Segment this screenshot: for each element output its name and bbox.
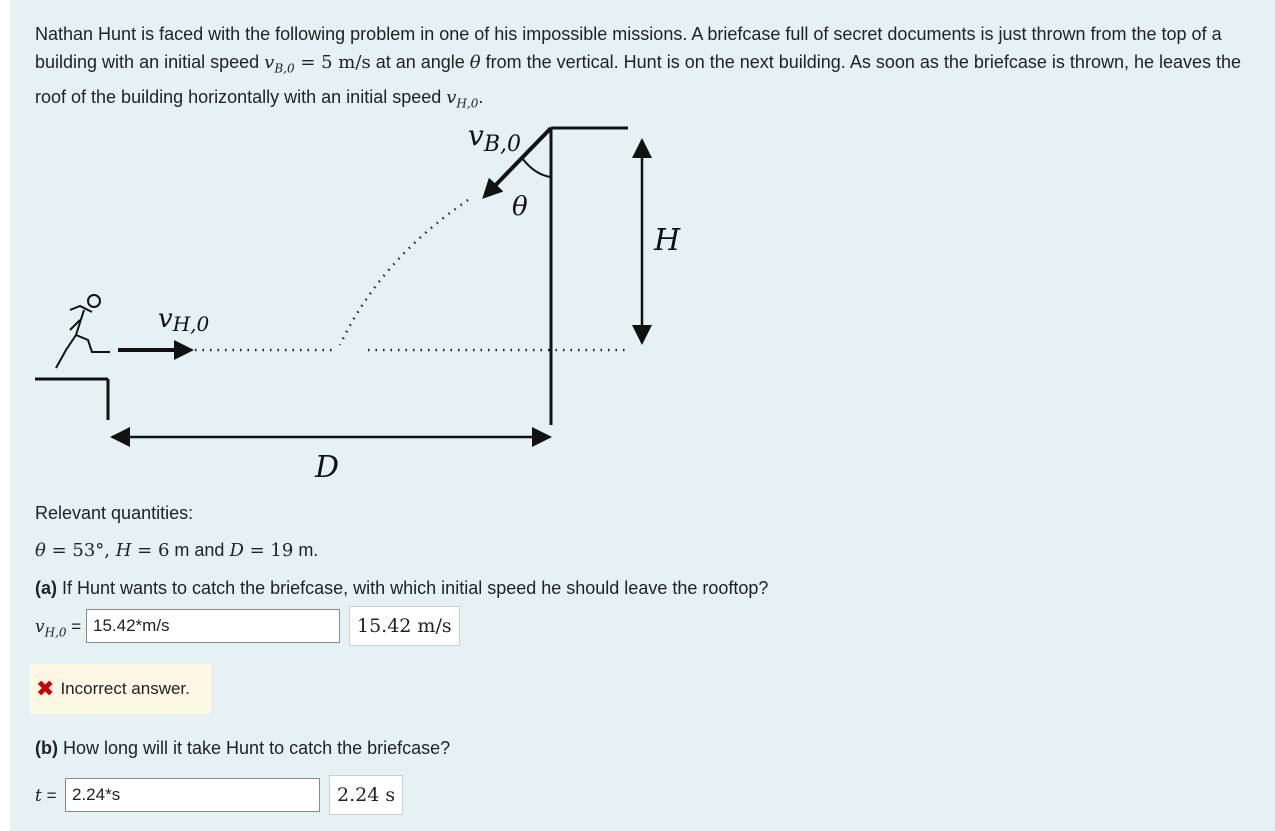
part-a-feedback: ✖ Incorrect answer. <box>30 664 211 714</box>
H-label: H <box>654 223 681 258</box>
part-b-answer-input[interactable]: 2.24*s <box>65 778 320 812</box>
vB0-symbol: $v_{B,0}$ <box>264 52 295 76</box>
vH0-label: vH,0 <box>158 304 210 336</box>
quantities-values: θ = 53°, H = 6 m and D = 19 m. <box>35 540 319 561</box>
problem-statement: Nathan Hunt is faced with the following problem in one of his impossible missions. A briefcase full of secret documents is just thrown from the top of a building with an initial speed $v_{B,0} = 5$ m/s at an angle θ from the vertical. Hunt is on the next building. As soon as the briefcase is thrown, he leaves the roof of the building horizontally with an initial speed $v_{H,0}$. <box>35 24 1242 111</box>
part-a-question: (a) If Hunt wants to catch the briefcase, with which initial speed he should leave the rooftop? <box>35 578 769 598</box>
theta-label: θ <box>512 192 528 222</box>
target-building <box>551 128 628 425</box>
vB0-label: $v_{B,0}$ <box>468 119 521 157</box>
theta-arc <box>522 158 551 177</box>
part-b-question: (b) How long will it take Hunt to catch the briefcase? <box>35 738 451 758</box>
part-b-answer-preview: 2.24 s <box>329 775 403 815</box>
part-a-variable-label: $v_{H,0}$ = <box>35 617 82 640</box>
hunt-building <box>35 379 108 420</box>
part-a-answer-input[interactable]: 15.42*m/s <box>86 609 340 643</box>
part-b-variable-label: t = <box>35 786 57 806</box>
vH0-symbol: $v_{H,0}$ <box>446 86 479 111</box>
problem-diagram <box>30 115 690 490</box>
quantities-heading: Relevant quantities: <box>35 503 194 523</box>
briefcase-trajectory <box>340 200 468 345</box>
running-man-icon <box>56 295 110 368</box>
part-a-answer-preview: 15.42 m/s <box>349 606 460 646</box>
incorrect-x-icon: ✖ <box>36 676 55 702</box>
D-label: D <box>315 450 340 485</box>
